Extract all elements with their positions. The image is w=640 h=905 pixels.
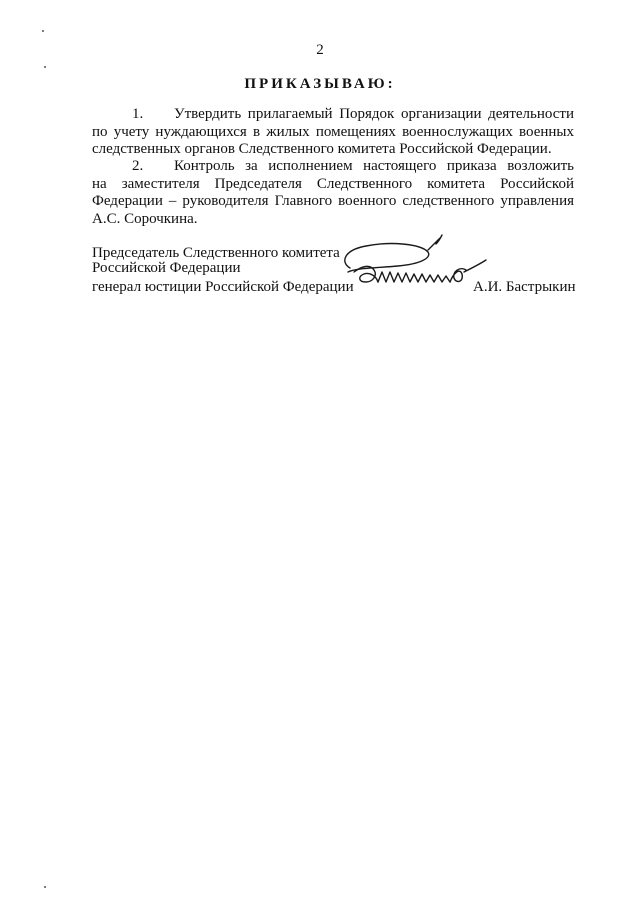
order-item-2-line-3: Федерации – руководителя Главного военного следственного управления bbox=[92, 193, 574, 209]
order-item-1-line-2: по учету нуждающихся в жилых помещениях военнослужащих военных bbox=[92, 123, 574, 140]
order-item-2-line-1-text: Контроль за исполнением настоящего приказа возложить bbox=[174, 158, 574, 174]
order-item-2-line-1 bbox=[92, 158, 574, 176]
signatory-title-line-1: Председатель Следственного комитета bbox=[92, 245, 340, 261]
order-item-1-line-1 bbox=[92, 106, 574, 124]
order-item-2-line-4: А.С. Сорочкина. bbox=[92, 210, 198, 227]
order-item-1-line-3: следственных органов Следственного комитета Российской Федерации. bbox=[92, 141, 552, 157]
order-item-1 bbox=[92, 106, 574, 159]
signatory-title-line-2: Российской Федерации bbox=[92, 260, 241, 276]
signatory-name: А.И. Бастрыкин bbox=[473, 279, 576, 295]
page-number: 2 bbox=[316, 42, 324, 58]
scan-speck bbox=[44, 66, 46, 68]
order-heading: ПРИКАЗЫВАЮ: bbox=[244, 76, 396, 92]
order-item-1-number: 1. bbox=[132, 106, 144, 122]
handwritten-signature bbox=[336, 232, 492, 302]
order-item-2-line-2: на заместителя Председателя Следственного комитета Российской bbox=[92, 175, 574, 192]
signatory-rank: генерал юстиции Российской Федерации bbox=[92, 279, 354, 295]
scan-speck bbox=[44, 886, 46, 888]
order-item-1-line-1-text: Утвердить прилагаемый Порядок организации деятельности bbox=[174, 106, 574, 122]
order-item-2-number: 2. bbox=[132, 158, 144, 174]
scan-speck bbox=[42, 30, 44, 32]
order-item-2 bbox=[92, 158, 574, 228]
